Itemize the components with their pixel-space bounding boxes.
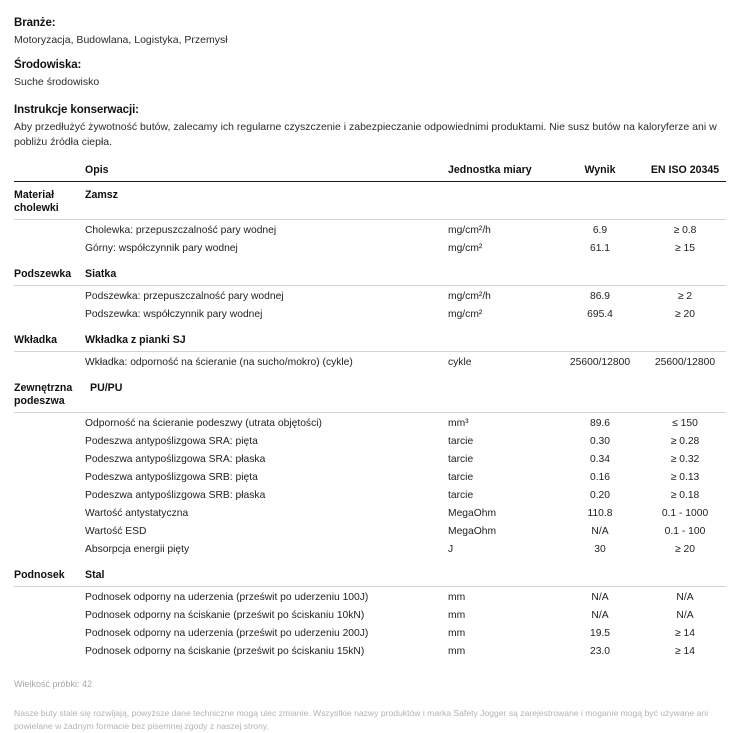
row-unit: J bbox=[448, 544, 454, 555]
section-spacer-cell bbox=[448, 182, 556, 220]
column-header-unit: Jednostka miary bbox=[448, 164, 556, 182]
row-unit: tarcie bbox=[448, 490, 474, 501]
industries-value: Motoryzacja, Budowlana, Logistyka, Przemysł bbox=[14, 34, 228, 46]
row-norm: ≥ 14 bbox=[675, 646, 695, 657]
row-category-spacer bbox=[14, 523, 85, 541]
column-header-description: Opis bbox=[85, 164, 448, 182]
environments-block bbox=[14, 58, 726, 89]
row-norm: N/A bbox=[676, 610, 694, 621]
row-unit: MegaOhm bbox=[448, 526, 497, 537]
row-result: 19.5 bbox=[589, 628, 611, 639]
row-unit: mg/cm²/h bbox=[448, 291, 491, 302]
column-header-norm: EN ISO 20345 bbox=[644, 164, 726, 182]
section-spacer-cell bbox=[644, 562, 726, 587]
section-row bbox=[14, 261, 726, 286]
row-result: 110.8 bbox=[587, 508, 613, 519]
row-result: N/A bbox=[591, 610, 609, 621]
table-row bbox=[14, 607, 726, 625]
row-result: 30 bbox=[594, 544, 606, 555]
section-material-label: Wkładka z pianki SJ bbox=[85, 327, 448, 352]
care-instructions-block bbox=[14, 103, 726, 150]
row-description: Podeszwa antypoślizgowa SRB: płaska bbox=[85, 490, 266, 501]
row-unit: tarcie bbox=[448, 472, 474, 483]
row-description: Podszewka: przepuszczalność pary wodnej bbox=[85, 291, 284, 302]
table-row bbox=[14, 451, 726, 469]
section-category-label: Podszewka bbox=[14, 261, 85, 286]
row-category-spacer bbox=[14, 541, 85, 562]
row-category-spacer bbox=[14, 306, 85, 327]
industries-block bbox=[14, 16, 726, 47]
table-row bbox=[14, 587, 726, 608]
row-unit: tarcie bbox=[448, 436, 474, 447]
table-row bbox=[14, 240, 726, 261]
row-norm: ≥ 20 bbox=[675, 309, 695, 320]
row-result: 25600/12800 bbox=[569, 357, 631, 368]
row-description: Absorpcja energii pięty bbox=[85, 544, 190, 555]
section-spacer-cell bbox=[644, 182, 726, 220]
environments-value: Suche środowisko bbox=[14, 76, 100, 88]
section-category-label: Wkładka bbox=[14, 327, 85, 352]
section-spacer-cell bbox=[448, 261, 556, 286]
row-description: Podszewka: współczynnik pary wodnej bbox=[85, 309, 263, 320]
intro-section bbox=[14, 0, 726, 150]
sample-size-note: Wielkość próbki: 42 bbox=[14, 679, 93, 689]
row-norm: ≥ 14 bbox=[675, 628, 695, 639]
section-category-label: Zewnętrzna podeszwa bbox=[14, 375, 85, 413]
row-category-spacer bbox=[14, 220, 85, 241]
row-category-spacer bbox=[14, 451, 85, 469]
row-result: 0.16 bbox=[589, 472, 611, 483]
section-material-label: PU/PU bbox=[85, 375, 448, 413]
row-description: Podeszwa antypoślizgowa SRA: pięta bbox=[85, 436, 258, 447]
section-spacer-cell bbox=[556, 375, 644, 413]
row-description: Podnosek odporny na uderzenia (prześwit po uderzeniu 100J) bbox=[85, 592, 369, 603]
row-unit: mg/cm² bbox=[448, 309, 483, 320]
row-description: Wkładka: odporność na ścieranie (na sucho/mokro) (cykle) bbox=[85, 357, 353, 368]
section-spacer-cell bbox=[448, 327, 556, 352]
care-instructions-text: Aby przedłużyć żywotność butów, zalecamy ich regularne czyszczenie i zabezpieczanie odpowiednimi produktami. Nie susz butów na kaloryferze ani w pobliżu źródła ciepła. bbox=[14, 121, 717, 148]
row-category-spacer bbox=[14, 413, 85, 434]
row-unit: tarcie bbox=[448, 454, 474, 465]
row-category-spacer bbox=[14, 240, 85, 261]
section-category-label: Materiał cholewki bbox=[14, 182, 85, 220]
row-norm: ≥ 20 bbox=[675, 544, 695, 555]
row-unit: cykle bbox=[448, 357, 472, 368]
row-unit: mm bbox=[448, 628, 466, 639]
row-category-spacer bbox=[14, 352, 85, 376]
row-unit: mm bbox=[448, 592, 466, 603]
section-material-label: Stal bbox=[85, 562, 448, 587]
row-result: 0.20 bbox=[589, 490, 611, 501]
row-norm: 25600/12800 bbox=[654, 357, 716, 368]
table-row bbox=[14, 541, 726, 562]
row-unit: mm bbox=[448, 610, 466, 621]
section-spacer-cell bbox=[556, 327, 644, 352]
row-result: 0.34 bbox=[589, 454, 611, 465]
row-description: Górny: współczynnik pary wodnej bbox=[85, 243, 238, 254]
row-norm: ≤ 150 bbox=[672, 418, 698, 429]
section-spacer-cell bbox=[556, 182, 644, 220]
section-spacer-cell bbox=[644, 261, 726, 286]
row-category-spacer bbox=[14, 505, 85, 523]
row-norm: 0.1 - 1000 bbox=[661, 508, 709, 519]
section-spacer-cell bbox=[556, 261, 644, 286]
table-header bbox=[14, 164, 726, 182]
row-result: 695.4 bbox=[587, 309, 613, 320]
row-norm: ≥ 0.28 bbox=[670, 436, 700, 447]
row-norm: ≥ 0.13 bbox=[670, 472, 700, 483]
row-description: Podnosek odporny na ściskanie (prześwit po ściskaniu 15kN) bbox=[85, 646, 365, 657]
row-unit: mm³ bbox=[448, 418, 469, 429]
section-spacer-cell bbox=[448, 375, 556, 413]
table-row bbox=[14, 306, 726, 327]
row-description: Podeszwa antypoślizgowa SRA: płaska bbox=[85, 454, 266, 465]
row-norm: ≥ 0.32 bbox=[670, 454, 700, 465]
row-norm: ≥ 15 bbox=[675, 243, 695, 254]
row-result: 0.30 bbox=[589, 436, 611, 447]
table-row bbox=[14, 413, 726, 434]
row-description: Podnosek odporny na ściskanie (prześwit po ściskaniu 10kN) bbox=[85, 610, 365, 621]
section-row bbox=[14, 562, 726, 587]
table-row bbox=[14, 505, 726, 523]
table-row bbox=[14, 625, 726, 643]
column-header-category bbox=[14, 164, 85, 182]
section-row bbox=[14, 375, 726, 413]
table-row bbox=[14, 469, 726, 487]
table-row bbox=[14, 352, 726, 376]
table-row bbox=[14, 220, 726, 241]
legal-disclaimer: Nasze buty stale się rozwijają, powyższe dane techniczne mogą ulec zmianie. Wszystkie nazwy produktów i marka Safety Jogger są zarejestrowane i moganie mogą być używane ani powielane w żadnym formacie bez pisemnej zgody z naszej strony. bbox=[14, 708, 709, 731]
row-result: 23.0 bbox=[589, 646, 611, 657]
row-category-spacer bbox=[14, 433, 85, 451]
industries-heading: Branże: bbox=[14, 17, 56, 29]
specifications-table bbox=[14, 164, 726, 664]
row-result: 86.9 bbox=[589, 291, 611, 302]
row-category-spacer bbox=[14, 625, 85, 643]
row-category-spacer bbox=[14, 286, 85, 307]
row-norm: 0.1 - 100 bbox=[664, 526, 706, 537]
section-material-label: Siatka bbox=[85, 261, 448, 286]
row-category-spacer bbox=[14, 469, 85, 487]
row-description: Cholewka: przepuszczalność pary wodnej bbox=[85, 225, 277, 236]
environments-heading: Środowiska: bbox=[14, 59, 82, 71]
row-unit: mg/cm² bbox=[448, 243, 483, 254]
section-row bbox=[14, 327, 726, 352]
row-description: Odporność na ścieranie podeszwy (utrata objętości) bbox=[85, 418, 322, 429]
table-row bbox=[14, 286, 726, 307]
table-row bbox=[14, 433, 726, 451]
row-description: Podeszwa antypoślizgowa SRB: pięta bbox=[85, 472, 258, 483]
row-category-spacer bbox=[14, 643, 85, 664]
row-norm: ≥ 2 bbox=[677, 291, 693, 302]
table-row bbox=[14, 643, 726, 664]
section-category-label: Podnosek bbox=[14, 562, 85, 587]
care-instructions-heading: Instrukcje konserwacji: bbox=[14, 104, 139, 116]
table-body bbox=[14, 182, 726, 665]
section-material-label: Zamsz bbox=[85, 182, 448, 220]
table-row bbox=[14, 523, 726, 541]
row-norm: N/A bbox=[676, 592, 694, 603]
row-unit: mg/cm²/h bbox=[448, 225, 491, 236]
row-result: 61.1 bbox=[589, 243, 611, 254]
row-result: N/A bbox=[591, 592, 609, 603]
row-norm: ≥ 0.18 bbox=[670, 490, 700, 501]
row-norm: ≥ 0.8 bbox=[673, 225, 697, 236]
row-unit: mm bbox=[448, 646, 466, 657]
row-category-spacer bbox=[14, 587, 85, 608]
section-spacer-cell bbox=[448, 562, 556, 587]
row-description: Podnosek odporny na uderzenia (prześwit po uderzeniu 200J) bbox=[85, 628, 369, 639]
row-description: Wartość antystatyczna bbox=[85, 508, 189, 519]
section-spacer-cell bbox=[644, 375, 726, 413]
row-category-spacer bbox=[14, 607, 85, 625]
section-spacer-cell bbox=[556, 562, 644, 587]
section-row bbox=[14, 182, 726, 220]
row-result: 6.9 bbox=[592, 225, 608, 236]
row-category-spacer bbox=[14, 487, 85, 505]
row-result: N/A bbox=[591, 526, 609, 537]
row-unit: MegaOhm bbox=[448, 508, 497, 519]
table-row bbox=[14, 487, 726, 505]
table-header-row bbox=[14, 164, 726, 182]
row-result: 89.6 bbox=[589, 418, 611, 429]
column-header-result: Wynik bbox=[556, 164, 644, 182]
section-spacer-cell bbox=[644, 327, 726, 352]
row-description: Wartość ESD bbox=[85, 526, 147, 537]
